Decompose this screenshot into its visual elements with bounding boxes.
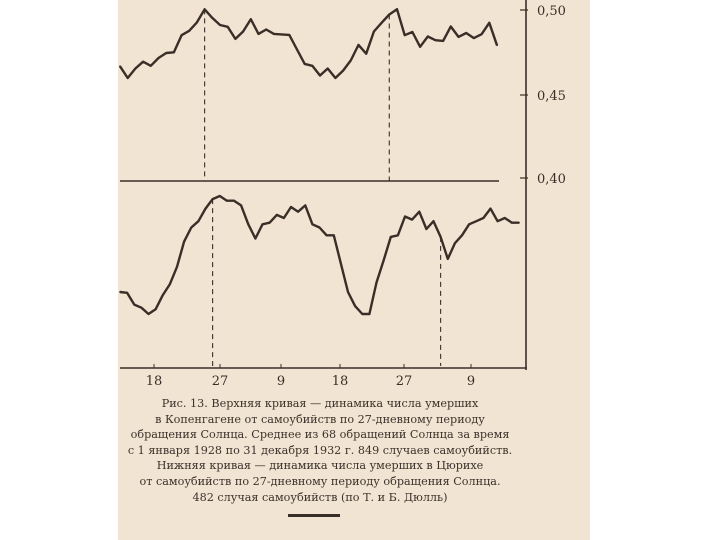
upper-curve-point: [342, 70, 344, 72]
lower-curve-point: [468, 223, 470, 225]
upper-curve-point: [158, 57, 160, 59]
x-tick-label: 18: [331, 374, 349, 389]
lower-curve-point: [340, 263, 342, 265]
upper-curve-point: [488, 22, 490, 24]
lower-curve-point: [461, 234, 463, 236]
lower-curve-point: [141, 307, 143, 309]
upper-curve-point: [311, 65, 313, 67]
lower-curve-point: [190, 227, 192, 229]
lower-curve-point: [155, 308, 157, 310]
x-tick-label: 18: [145, 374, 163, 389]
lower-curve-point: [283, 217, 285, 219]
upper-curve-point: [404, 34, 406, 36]
upper-curve-point: [235, 38, 237, 40]
figure-caption: [120, 396, 520, 505]
upper-curve-point: [288, 34, 290, 36]
caption-line: в Копенгагене от самоубийств по 27-дневному периоду: [155, 412, 485, 426]
upper-curve-point: [335, 77, 337, 79]
caption-line: от самоубийств по 27-дневному периоду обращения Солнца.: [139, 474, 501, 488]
lower-curve-point: [290, 206, 292, 208]
caption-line: Нижняя кривая — динамика числа умерших в Цюрихе: [156, 459, 484, 473]
lower-curve-point: [169, 283, 171, 285]
lower-curve-point: [162, 294, 164, 296]
lower-curve-point: [369, 313, 371, 315]
upper-curve-point: [173, 51, 175, 53]
upper-curve-point: [442, 40, 444, 42]
y-tick-label: 0,50: [537, 4, 566, 19]
upper-curve-point: [250, 18, 252, 20]
lower-curve-point: [333, 234, 335, 236]
lower-curve-point: [426, 228, 428, 230]
upper-curve-point: [327, 68, 329, 70]
upper-curve-point: [258, 33, 260, 35]
lower-curve-point: [483, 217, 485, 219]
upper-curve-point: [465, 32, 467, 34]
upper-curve-point: [435, 39, 437, 41]
lower-curve-line: [120, 196, 519, 314]
upper-curve-point: [150, 65, 152, 67]
upper-curve-point: [142, 61, 144, 63]
upper-curve-point: [373, 31, 375, 33]
lower-curve-point: [475, 220, 477, 222]
upper-curve-point: [127, 77, 129, 79]
lower-curve-point: [319, 227, 321, 229]
caption-line: Рис. 13. Верхняя кривая — динамика числа умерших: [161, 397, 479, 410]
caption-underline: [288, 514, 340, 517]
lower-curve-point: [518, 222, 520, 224]
lower-curve-point: [176, 266, 178, 268]
upper-curve-point: [242, 31, 244, 33]
upper-curve-point: [196, 22, 198, 24]
y-tick-label: 0,40: [537, 172, 566, 187]
upper-curve-point: [227, 26, 229, 28]
upper-curve-point: [211, 17, 213, 19]
lower-curve-point: [312, 223, 314, 225]
lower-curve-point: [361, 313, 363, 315]
upper-curve-point: [181, 34, 183, 36]
lower-curve-point: [354, 305, 356, 307]
x-tick-label: 27: [395, 374, 413, 389]
upper-curve-point: [165, 52, 167, 54]
upper-curve-point: [135, 68, 137, 70]
upper-curve-point: [481, 33, 483, 35]
upper-curve-point: [350, 60, 352, 62]
upper-curve-point: [412, 31, 414, 33]
lower-curve-point: [276, 214, 278, 216]
x-tick-label: 27: [211, 374, 229, 389]
upper-curve-point: [188, 30, 190, 32]
upper-curve-point: [381, 22, 383, 24]
lower-curve-point: [262, 223, 264, 225]
lower-curve-point: [304, 205, 306, 207]
upper-curve-point: [427, 36, 429, 38]
upper-curve-point: [265, 29, 267, 31]
lower-curve-point: [247, 223, 249, 225]
upper-curve-point: [296, 49, 298, 51]
upper-curve-line: [120, 9, 497, 78]
lower-curve-point: [404, 216, 406, 218]
caption-line: обращения Солнца. Среднее из 68 обращений Солнца за время: [130, 428, 510, 442]
lower-curve-point: [504, 217, 506, 219]
x-tick-label: 9: [466, 374, 476, 389]
lower-curve-point: [148, 313, 150, 315]
x-tick-label: 9: [276, 374, 286, 389]
lower-curve-point: [397, 234, 399, 236]
lower-curve-point: [433, 220, 435, 222]
upper-curve-point: [358, 44, 360, 46]
lower-curve-point: [183, 241, 185, 243]
lower-curve-point: [447, 258, 449, 260]
lower-curve-point: [418, 211, 420, 213]
lower-curve-point: [490, 208, 492, 210]
lower-curve-point: [376, 282, 378, 284]
lower-curve-point: [240, 205, 242, 207]
lower-curve-point: [226, 200, 228, 202]
lower-curve-point: [269, 222, 271, 224]
lower-curve-point: [326, 234, 328, 236]
lower-curve-point: [511, 222, 513, 224]
lower-curve-point: [497, 220, 499, 222]
upper-curve-point: [119, 65, 121, 67]
lower-curve-point: [205, 208, 207, 210]
upper-curve-point: [496, 44, 498, 46]
lower-curve-point: [297, 211, 299, 213]
upper-curve-point: [450, 26, 452, 28]
lower-curve-point: [126, 292, 128, 294]
lower-curve-point: [454, 242, 456, 244]
upper-curve-point: [365, 53, 367, 55]
caption-line: 482 случая самоубийств (по Т. и Б. Дюлль): [192, 490, 448, 504]
upper-curve-point: [319, 75, 321, 77]
upper-curve-point: [458, 36, 460, 38]
caption-line: с 1 января 1928 по 31 декабря 1932 г. 849 случаев самоубийств.: [127, 443, 513, 457]
lower-curve-point: [119, 291, 121, 293]
upper-curve-point: [419, 46, 421, 48]
lower-curve-point: [133, 304, 135, 306]
upper-curve-point: [473, 37, 475, 39]
lower-curve-point: [347, 291, 349, 293]
upper-curve-point: [396, 8, 398, 10]
lower-curve-point: [255, 238, 257, 240]
upper-curve-point: [273, 33, 275, 35]
lower-curve-point: [383, 260, 385, 262]
lower-curve-point: [219, 195, 221, 197]
lower-curve-point: [198, 220, 200, 222]
upper-curve-point: [304, 63, 306, 65]
lower-curve-point: [411, 219, 413, 221]
lower-curve-point: [233, 200, 235, 202]
y-tick-label: 0,45: [537, 89, 566, 104]
upper-curve-point: [219, 24, 221, 26]
lower-curve-point: [390, 236, 392, 238]
upper-curve-point: [281, 34, 283, 36]
